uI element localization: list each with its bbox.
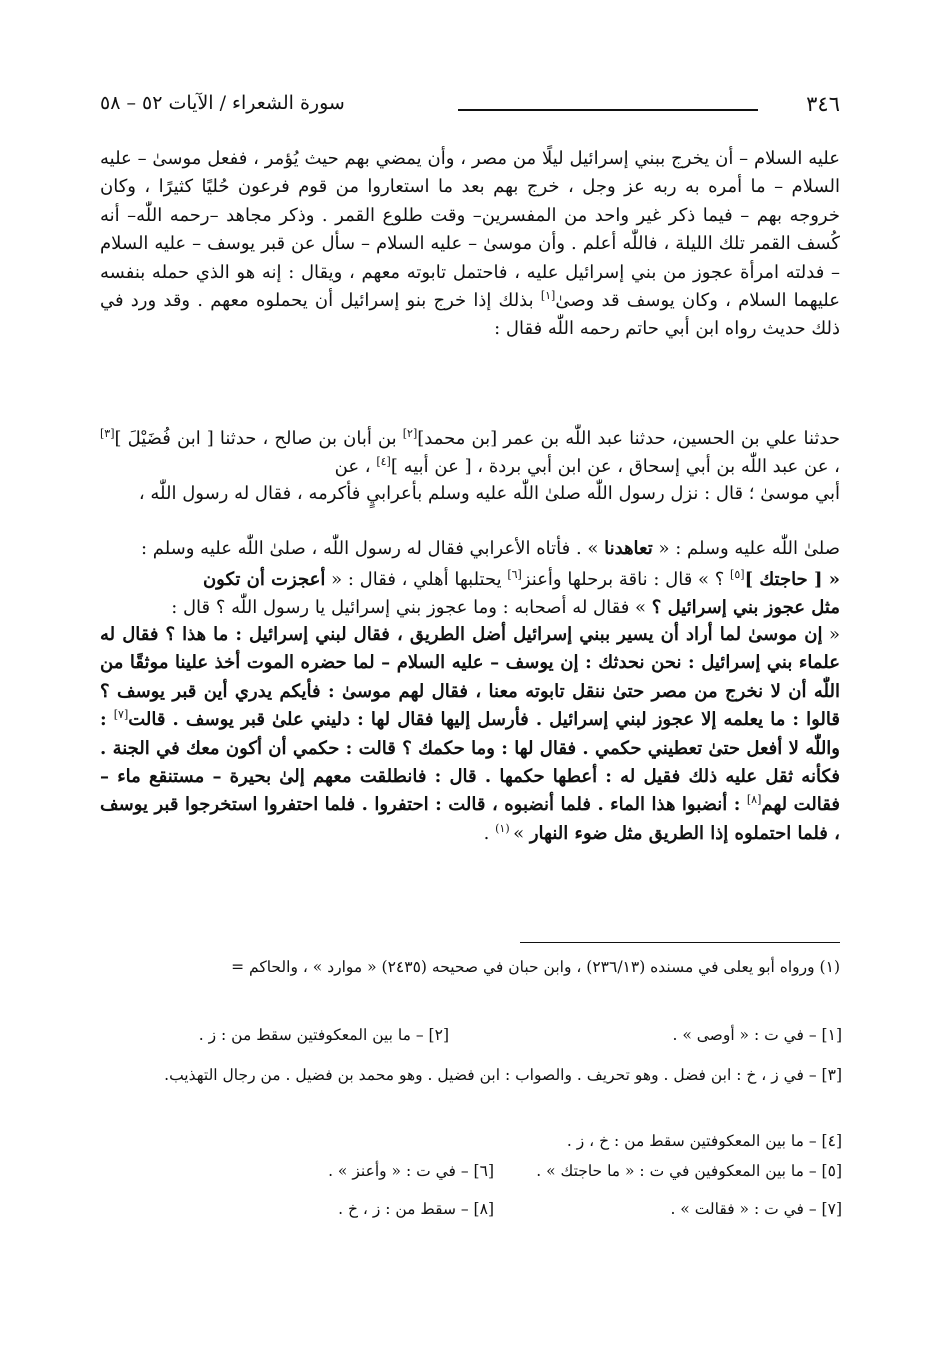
line-6-b: » فقال له أصحابه : وما عجوز بني إسرائيل يا رسول اللّٰه ؟ قال : xyxy=(171,597,652,618)
ref-2: [٢] xyxy=(402,427,418,440)
variant-note-2: [٢] – ما بين المعكوفتين سقط من : ز . xyxy=(198,1026,449,1044)
paragraph-1-end: بذلك إذا خرج بنو إسرائيل أن يحملوه معهم . وقد ورد في ذلك حديث رواه ابن أبي حاتم رحمه اللّٰه فقال : xyxy=(100,290,840,340)
variant-note-6: [٦] – في ت : « وأعنز » . xyxy=(328,1162,494,1180)
page-header xyxy=(100,92,840,122)
isnad-part-b: بن أبان بن صالح ، حدثنا [ ابن فُضَيْلَ ] xyxy=(114,428,403,449)
footnote-1: (١) ورواه أبو يعلى في مسنده (٢٣٦/١٣) ، وابن حبان في صحيحه (٢٤٣٥) « موارد » ، والحاكم = xyxy=(231,958,840,976)
ref-3: [٣] xyxy=(100,427,115,440)
line-5-bold: أعجزت أن تكون xyxy=(202,569,326,590)
page-number: ٣٤٦ xyxy=(806,92,840,116)
line-4-bold: تعاهدنا xyxy=(604,538,653,559)
paragraph-2 xyxy=(100,425,840,482)
line-5-b: ؟ » قال : ناقة برحلها وأعنز xyxy=(521,569,731,590)
ref-5: [٥] xyxy=(730,568,745,581)
closing-period: . xyxy=(483,822,496,844)
isnad-part-c: ، عن عبد اللّٰه بن أبي إسحاق ، عن ابن أبي بردة ، [ عن أبيه ] xyxy=(390,456,840,478)
hadith-text-1: إن موسىٰ لما أراد أن يسير ببني إسرائيل أضل الطريق ، فقال لبني إسرائيل : ما هذا ؟ فقال له علماء بني إسرائيل : نحن نحدثك : إن يوسف – عليه السلام – لما حضره الموت أخذ علينا موثقًا من اللّٰه أن لا نخرج من مصر حتىٰ ننقل تابوته معنا ، فقال لهم موسىٰ : فأيكم يدري أين قبر يوسف ؟ قالوا : ما يعلمه إلا عجوز لبني إسرائيل . فأرسل إليها فقال لها : دليني علىٰ قبر يوسف . قالت xyxy=(100,624,840,731)
hadith-text-3: : أنضبوا هذا الماء . فلما أنضبوه ، قالت : احتفروا . فلما احتفروا استخرجوا قبر يوسف ، فلما احتملوه إذا الطريق مثل ضوء النهار xyxy=(100,794,840,844)
line-4-c: » . فأتاه الأعرابي فقال له رسول اللّٰه ، صلىٰ اللّٰه عليه وسلم : xyxy=(140,538,605,559)
closing-quote: » xyxy=(513,822,530,844)
variant-note-3: [٣] – في ز ، خ : ابن فضل . وهو تحريف . والصواب : ابن فضيل . وهو محمد بن فضيل . من رجال التهذيب. xyxy=(164,1066,842,1084)
paragraph-1-text: عليه السلام – أن يخرج ببني إسرائيل ليلًا من مصر ، وأن يمضي بهم حيث يُؤمر ، ففعل موسىٰ – عليه السلام – ما أمره به ربه عز وجل ، خرج بهم بعد ما استعاروا من قوم فرعون حُليًا كثيرًا ، وكان خروجه بهم – فيما ذكر غير واحد من المفسرين– وقت طلوع القمر . وذكر مجاهد –رحمه اللّٰه– أنه كُسف القمر تلك الليلة ، فاللّٰه أعلم . وأن موسىٰ – عليه السلام – سأل عن قبر يوسف – عليه السلام – فدلته امرأة عجوز من بني إسرائيل عليه ، فاحتمل تابوته معهم ، ويقال : إنه هو الذي حمله بنفسه عليهما السلام ، وكان يوسف قد وصىٰ xyxy=(100,148,840,312)
line-5-c: يحتلبها أهلي ، فقال : « xyxy=(325,569,508,590)
isnad-part-d: ، عن xyxy=(334,456,377,478)
ref-7: [٧] xyxy=(113,708,129,722)
ref-6: [٦] xyxy=(507,568,522,581)
footnote-rule xyxy=(520,942,840,943)
line-7-a: « xyxy=(822,624,840,645)
variant-note-1: [١] – في ت : « أوصى » . xyxy=(672,1026,842,1044)
paragraph-7 xyxy=(100,621,840,848)
variant-note-7: [٧] – في ت : « فقالت » . xyxy=(670,1200,842,1218)
line-6-bold: مثل عجوز بني إسرائيل ؟ xyxy=(651,597,840,618)
surah-label: سورة الشعراء / الآيات ٥٢ – ٥٨ xyxy=(100,92,345,114)
ref-4: [٤] xyxy=(376,455,391,469)
hadith-text-2: : واللّٰه لا أفعل حتىٰ تعطيني حكمي . فقال لها : وما حكمك ؟ قالت : حكمي أن أكون معك في الجنة . فكأنه ثقل عليه ذلك فقيل له : أعطها حكمها . قال : فانطلقت معهم إلىٰ بحيرة – مستنقع ماء – فقالت لهم xyxy=(100,709,840,816)
paragraph-6 xyxy=(100,594,840,622)
paragraph-4 xyxy=(100,535,840,563)
ref-1: [١] xyxy=(540,289,556,303)
variant-note-5: [٥] – ما بين المعكوفين في ت : « ما حاجتك » . xyxy=(536,1162,842,1180)
paragraph-3: أبي موسىٰ ؛ قال : نزل رسول اللّٰه صلىٰ اللّٰه عليه وسلم بأعرابيٍ فأكرمه ، فقال له رسول اللّٰه ، xyxy=(138,483,840,504)
line-4-a: صلىٰ اللّٰه عليه وسلم : « xyxy=(652,538,840,559)
header-rule xyxy=(458,109,758,111)
line-5-a: « [ حاجتك ] xyxy=(744,569,840,590)
paragraph-5 xyxy=(100,566,840,594)
variant-note-8: [٨] – سقط من : ز ، خ . xyxy=(338,1200,494,1218)
footnote-marker-1: (١) xyxy=(495,821,514,835)
paragraph-1 xyxy=(100,145,840,344)
variant-note-4: [٤] – ما بين المعكوفتين سقط من : خ ، ز . xyxy=(566,1132,842,1150)
ref-8: [٨] xyxy=(746,793,762,807)
isnad-part-a: حدثنا علي بن الحسين، حدثنا عبد اللّٰه بن عمر [بن محمد] xyxy=(417,428,840,449)
